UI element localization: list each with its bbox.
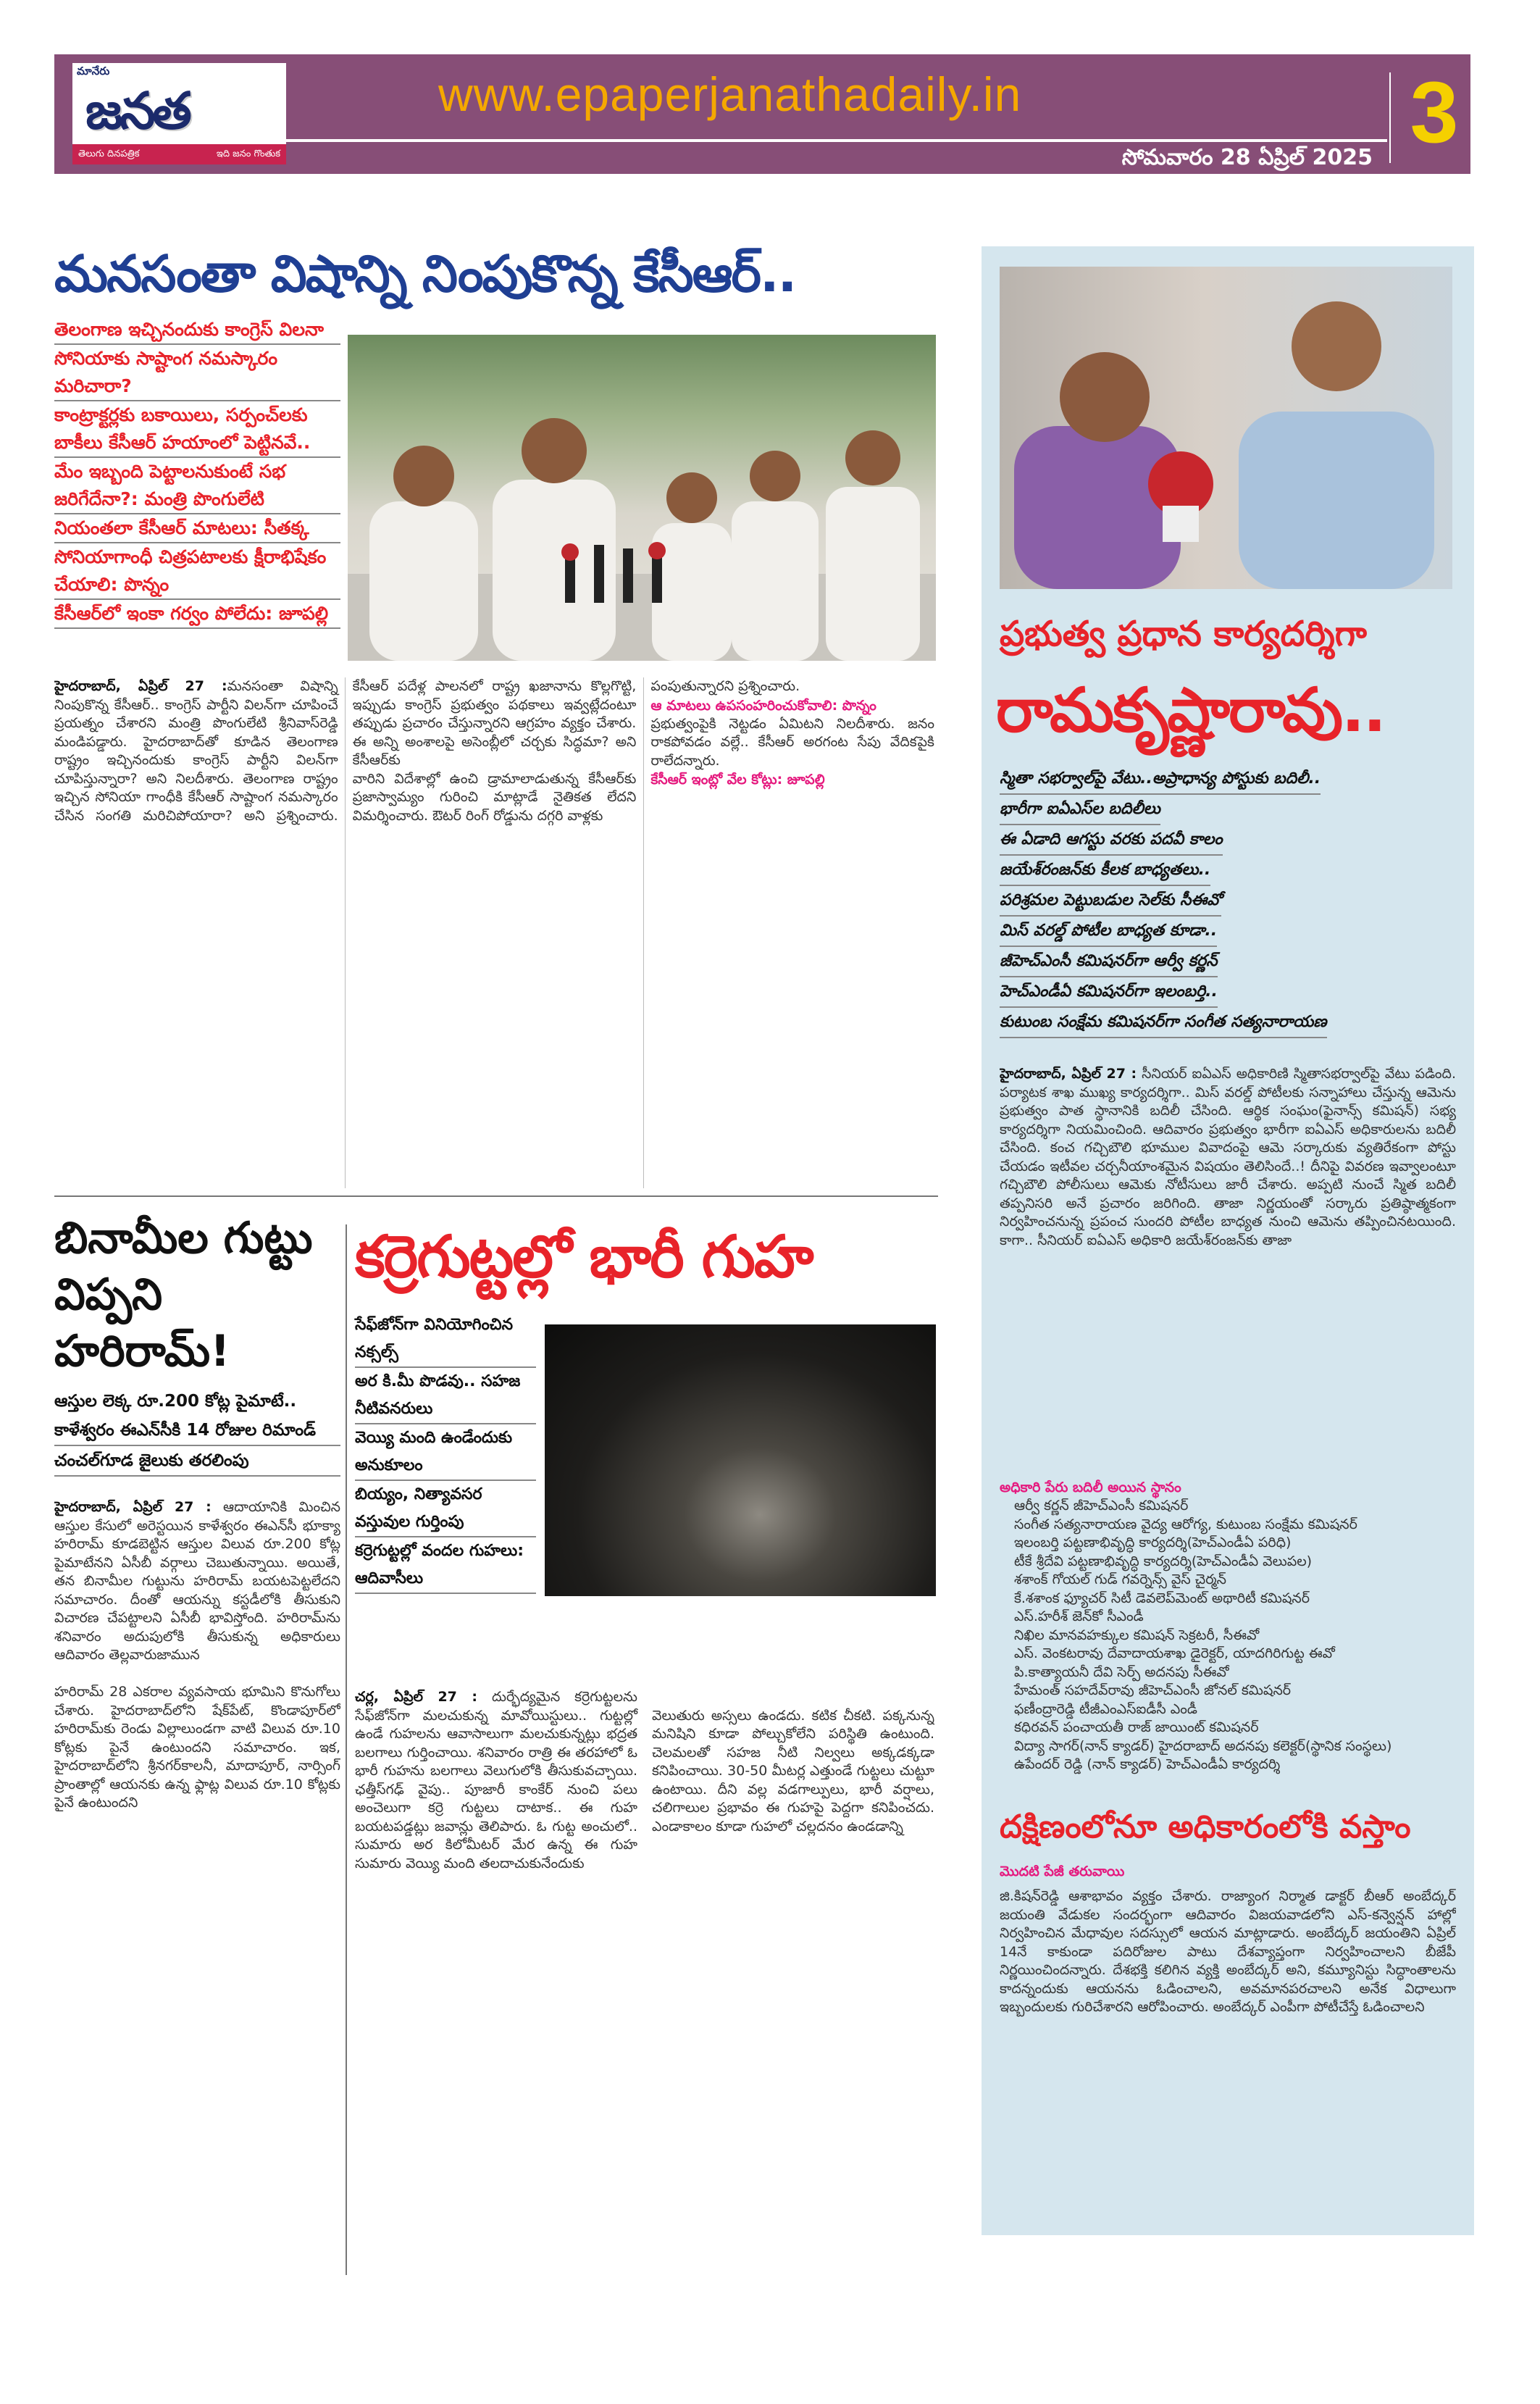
paragraph: జి.కిషన్‌రెడ్డి ఆశాభావం వ్యక్తం చేశారు. రాజ్యాంగ నిర్మాత డాక్టర్ బీఆర్ అంబేద్కర్ జయంతి వేడుకల సందర్భంగా ఆదివారం విజయవాడలోని ఎస్-కన్వెన్షన్ హాల్లో నిర్వహించిన మేధావుల సదస్సులో ఆయన మాట్లాడారు. అంబేద్కర్ జయంతిని ఏప్రిల్ 14నే కాకుండా పదిరోజుల పాటు దేశవ్యాప్తంగా నిర్వహించాలని బీజేపీ నిర్ణయించిందన్నారు. దేశభక్తి కలిగిన వ్యక్తి అంబేద్కర్ అని, కమ్యూనిస్టు సిద్ధాంతాలను కాదన్నందుకు ఆయనను ఓడించాలని, అవమానపరచాలని అనేక విధాలుగా ఇబ్బందులకు గురిచేశారని ఆరోపించారు. అంబేద్కర్ ఎంపీగా పోటీచేస్తే ఓడించాలని: [1000, 1888, 1456, 2015]
subhead: తెలంగాణ ఇచ్చినందుకు కాంగ్రెస్ విలనా: [54, 316, 340, 345]
subhead: మిస్ వరల్డ్ పోటీల బాధ్యత కూడా..: [1000, 917, 1217, 947]
transfer-row: ఫణీంద్రారెడ్డి టీజీఎంఎస్ఐడీసీ ఎండీ: [1014, 1700, 1197, 1717]
subhead: స్మితా సభర్వాల్‌పై వేటు..అప్రాధాన్య పోస్టుకు బదిలీ..: [1000, 764, 1321, 795]
dateline: హైదరాబాద్, ఏప్రిల్ 27 :: [1000, 1066, 1137, 1082]
dateline: చర్ల, ఏప్రిల్ 27 :: [355, 1689, 478, 1705]
paragraph: దుర్భేద్యమైన కర్రెగుట్టలను సేఫ్‌జోన్‌గా మలచుకున్న మావోయిస్టులు.. గుట్టల్లో ఉండే గుహలను ఆవాసాలుగా మలచుకున్నట్లు భద్రత బలగాలు గుర్తించాయి. శనివారం రాత్రి ఈ తరహాలో ఓ భారీ గుహను బలగాలు వెలుగులోకి తీసుకువచ్చాయి. ఛత్తీస్‌గఢ్ వైపు.. పూజారీ కాంకేర్ నుంచి పలు అంచెలుగా కర్రె గుట్టలు దాటాక.. ఈ గుహ బయటపడ్డట్లు జవాన్లు తెలిపారు. ఓ గుట్ట అంచులో.. సుమారు అర కిలోమీటర్ మేర ఉన్న ఈ గుహ సుమారు వెయ్యి మంది తలదాచుకునేందుకు: [355, 1689, 637, 1871]
main-subheads: [54, 316, 340, 629]
website-url[interactable]: www.epaperjanathadaily.in: [438, 67, 1022, 121]
column-divider: [346, 1224, 347, 2275]
transfer-row: సంగీత సత్యనారాయణ వైద్య ఆరోగ్య, కుటుంబ సంక్షేమ కమిషనర్: [1014, 1516, 1357, 1532]
paragraph: వెలుతురు అస్సలు ఉండదు. కటిక చీకటి. పక్కనున్న మనిషిని కూడా పోల్చుకోలేని పరిస్థితి ఉంటుంది. చెలమలతో సహజ నీటి నిల్వలు అక్కడక్కడా కనిపించాయి. 30-50 మీటర్ల ఎత్తుండే గుట్టలు చుట్టూ ఉంటాయి. దీని వల్ల వడగాల్పులు, భారీ వర్షాలు, చలిగాలుల ప్రభావం ఈ గుహపై పెద్దగా కనిపించదు. ఎండాకాలం కూడా గుహలో చల్లదనం ఉండడాన్ని: [652, 1707, 934, 1835]
main-headline: మనసంతా విషాన్ని నింపుకొన్న కేసీఆర్..: [54, 244, 796, 304]
inline-subhead: ఆ మాటలు ఉపసంహరించుకోవాలి: పొన్నం: [650, 697, 876, 714]
transfer-row: కధిరవన్ పంచాయతీ రాజ్ జాయింట్ కమిషనర్: [1014, 1719, 1259, 1735]
cave-subheads: [355, 1311, 536, 1594]
officials-photo: [1000, 267, 1452, 589]
subhead: భారీగా ఐఏఎస్‌ల బదిలీలు: [1000, 795, 1160, 825]
ias-headline-line2: రామకృష్ణారావు..: [996, 675, 1385, 746]
subhead: ఈ ఏడాది ఆగస్టు వరకు పదవీ కాలం: [1000, 825, 1223, 856]
ias-transfers-panel: [982, 246, 1474, 2235]
subhead: హెచ్‌ఎండీఏ కమిషనర్‌గా ఇలంబర్తి..: [1000, 977, 1218, 1008]
subhead: సోనియాకు సాష్టాంగ నమస్కారం మరిచారా?: [54, 345, 340, 401]
ias-headline-line1: ప్రభుత్వ ప్రధాన కార్యదర్శిగా: [1000, 614, 1367, 654]
transfer-row: ఎస్.హరీశ్ జెన్‌కో సీఎండీ: [1014, 1608, 1144, 1624]
issue-date: సోమవారం 28 ఏప్రిల్ 2025: [1121, 145, 1373, 170]
subhead: కర్రెగుట్టల్లో వందల గుహలు: ఆదివాసీలు: [355, 1537, 536, 1594]
dateline: హైదరాబాద్, ఏప్రిల్ 27 :: [54, 678, 227, 694]
paragraph: మనసంతా విషాన్ని నింపుకొన్న కేసీఆర్.. కాంగ్రెస్ పార్టీని విలన్‌గా చూపించే ప్రయత్నం చేశారని మంత్రి పొంగులేటి శ్రీనివాస్‌రెడ్డి మండిపడ్డారు. హైదరాబాద్‌తో కూడిన తెలంగాణ రాష్ట్రం ఇచ్చినందుకు కాంగ్రెస్ పార్టీని విలన్‌గా చూపిస్తున్నారా? అని నిలదీశారు. తెలంగాణ రాష్ట్రం ఇచ్చిన సోనియా గాంధీకి కేసీఆర్ సాష్టాంగ నమస్కారం చేసిన సంగతి మరిచిపోయారా? అని ప్రశ్నించారు. కేసీఆర్ పదేళ్ల పాలనలో రాష్ట్ర ఖజానాను కొల్లగొట్టి, ఇప్పుడు కాంగ్రెస్ ప్రభుత్వం పథకాలు ఇవ్వట్లేదంటూ తప్పుడు ప్రచారం చేస్తున్నారని ఆగ్రహం వ్యక్తం చేశారు. ఈ అన్ని అంశాలపై అసెంబ్లీలో చర్చకు సిద్ధమా? అని కేసీఆర్‌కు: [54, 678, 637, 824]
transfer-row: ఎస్. వెంకటరావు దేవాదాయశాఖ డైరెక్టర్, యాదగిరిగుట్ట ఈవో: [1014, 1645, 1335, 1661]
newspaper-logo[interactable]: [72, 63, 286, 164]
transfer-row: ఇలంబర్తి పట్టణాభివృద్ధి కార్యదర్శి(హెచ్‌ఎండీఏ పరిధి): [1014, 1535, 1292, 1551]
subhead: నియంతలా కేసీఆర్ మాటలు: సీతక్క: [54, 514, 340, 543]
transfer-row: ఆర్వీ కర్ణన్ జీహెచ్‌ఎంసీ కమిషనర్: [1014, 1498, 1189, 1514]
logo-tagline-right: ఇది జనం గొంతుక: [216, 149, 280, 159]
transfer-row: పి.కాత్యాయనీ దేవి సెర్ప్ అదనపు సీఈవో: [1014, 1664, 1229, 1680]
transfer-list: [1000, 1478, 1456, 1774]
paragraph: సీనియర్ ఐఏఎస్ అధికారిణి స్మితాసభర్వాల్‌పై వేటు పడింది. పర్యాటక శాఖ ముఖ్య కార్యదర్శిగా.. మిస్ వరల్డ్ పోటీలకు సన్నాహాలు చేస్తున్న ఆమెను ప్రభుత్వం పాత స్థానానికి బదిలీ చేసింది. ఆర్థిక సంఘం(ఫైనాన్స్ కమిషన్) సభ్య కార్యదర్శిగా నియమించింది. ఆదివారం ప్రభుత్వం భారీగా ఐఏఎస్ అధికారులను బదిలీ చేసింది. కంచ గచ్చిబౌలి భూముల వివాదంపై ఆమె సర్కారుకు వ్యతిరేకంగా పోస్టు చేయడం ఇటీవల చర్చనీయాంశమైన విషయం తెలిసిందే..! దీనిపై వివరణ ఇవ్వాలంటూ గచ్చిబౌలి పోలీసులు ఆమెకు నోటీసులు జారీ చేశారు. అప్పటి నుంచే స్మిత బదిలీ తప్పనిసరి అనే ప్రచారం జరిగింది. తాజా నిర్ణయంతో సర్కారు ప్రతిష్ఠాత్మకంగా నిర్వహించనున్న ప్రపంచ సుందరి పోటీల బాధ్యత నుంచి ఆమెను తప్పించినటయింది. కాగా.. సీనియర్ ఐఏఎస్ అధికారి జయేశ్‌రంజన్‌కు తాజా: [1000, 1066, 1456, 1248]
subhead: బియ్యం, నిత్యావసర వస్తువుల గుర్తింపు: [355, 1481, 536, 1537]
binami-article: [54, 1210, 340, 2404]
transfer-row: విద్యా సాగర్(నాన్ క్యాడర్) హైదరాబాద్ అదనపు కలెక్టర్(స్థానిక సంస్థలు): [1014, 1737, 1392, 1754]
ias-subheads: [1000, 764, 1456, 1038]
dateline: హైదరాబాద్, ఏప్రిల్ 27 :: [54, 1499, 212, 1515]
subhead: వెయ్యి మంది ఉండేందుకు అనుకూలం: [355, 1424, 536, 1481]
transfer-row: హేమంత్ సహదేవ్‌రావు జీహెచ్‌ఎంసీ జోనల్ కమిషనర్: [1014, 1682, 1292, 1698]
subhead: పరిశ్రమల పెట్టుబడుల సెల్‌కు సీఈవో: [1000, 886, 1221, 917]
transfer-row: శశాంక్ గోయల్ గుడ్ గవర్నెన్స్ వైస్ చైర్మన్: [1014, 1572, 1227, 1587]
ministers-press-photo: [348, 335, 936, 661]
logo-prefix: మానేరు: [77, 64, 110, 78]
subhead: కాళేశ్వరం ఈఎన్‌సీకి 14 రోజుల రిమాండ్: [54, 1416, 340, 1446]
subhead: ఆస్తుల లెక్క రూ.200 కోట్ల పైమాటే..: [54, 1392, 297, 1411]
binami-article-body: [54, 1498, 340, 2404]
paragraph: ఆదాయానికి మించిన ఆస్తుల కేసులో అరెస్టయిన కాళేశ్వరం ఈఎన్‌సీ భూక్యా హరిరామ్ కూడబెట్టిన ఆస్తుల విలువ రూ.200 కోట్ల పైమాటేనని ఏసీబీ వర్గాలు చెబుతున్నాయి. అయితే, తన బినామీల గుట్టును హరిరామ్ బయటపెట్టలేదని సమాచారం. దీంతో ఆయన్ను కస్టడీలోకి తీసుకుని విచారణ చేపట్టాలని ఏసీబీ భావిస్తోంది. హరిరామ్‌ను శనివారం అదుపులోకి తీసుకున్న అధికారులు ఆదివారం తెల్లవారుజామున: [54, 1499, 340, 1663]
south-article-body: [1000, 1887, 1456, 2228]
subhead: అర కి.మీ పొడవు.. సహజ నీటివనరులు: [355, 1368, 536, 1424]
subhead: కేసీఆర్‌లో ఇంకా గర్వం పోలేదు: జూపల్లి: [54, 600, 340, 629]
transfer-row: కే.శశాంక ఫ్యూచర్ సిటీ డెవలెప్‌మెంట్ అథారిటీ కమిషనర్: [1014, 1590, 1310, 1606]
subhead: జీహెచ్‌ఎంసీ కమిషనర్‌గా ఆర్వీ కర్ణన్: [1000, 947, 1218, 977]
logo-name: జనత: [85, 81, 189, 141]
section-divider: [54, 1195, 938, 1197]
subhead: కుటుంబ సంక్షేమ కమిషనర్‌గా సంగీత సత్యనారాయణ: [1000, 1008, 1327, 1038]
masthead-divider: [286, 139, 1387, 142]
cave-article-body: [355, 1688, 934, 2275]
paragraph: ప్రభుత్వంపైకి నెట్టడం ఏమిటని నిలదీశారు. జనం రాకపోవడం వల్లే.. కేసీఆర్ అరగంట సేపు వేదికపైకి రాలేదన్నారు.: [650, 715, 934, 769]
main-article-body: [54, 677, 934, 1188]
south-headline: దక్షిణంలోనూ అధికారంలోకి వస్తాం: [1000, 1808, 1411, 1845]
transfer-row: ఉపేందర్ రెడ్డి (నాన్ క్యాడర్) హెచ్‌ఎండీఏ కార్యదర్శి: [1014, 1756, 1281, 1772]
binami-headline: బినామీల గుట్టు విప్పని హరిరామ్!: [54, 1213, 313, 1377]
logo-tagline-left: తెలుగు దినపత్రిక: [78, 149, 140, 159]
ias-article-body: [1000, 1065, 1456, 1471]
masthead-vertical-divider: [1389, 72, 1391, 163]
subhead: సోనియాగాంధీ చిత్రపటాలకు క్షీరాభిషేకం చేయాలి: పొన్నం: [54, 543, 340, 600]
logo-tagline-strip: [72, 144, 286, 164]
subhead: జయేశ్‌రంజన్‌కు కీలక బాధ్యతలు..: [1000, 856, 1210, 886]
masthead: [54, 54, 1470, 174]
cave-photo: [545, 1324, 936, 1596]
continued-label: మొదటి పేజీ తరువాయి: [1000, 1863, 1125, 1879]
officials-illustration: [1000, 267, 1452, 589]
transfer-list-title: అధికారి పేరు బదిలీ అయిన స్థానం: [1000, 1479, 1181, 1495]
transfer-row: టీకే శ్రీదేవి పట్టణాభివృద్ధి కార్యదర్శి(హెచ్‌ఎండీఏ వెలుపల): [1014, 1553, 1313, 1569]
cave-headline: కర్రెగుట్టల్లో భారీ గుహ: [355, 1223, 813, 1290]
paragraph: హరిరామ్ 28 ఎకరాల వ్యవసాయ భూమిని కొనుగోలు చేశారు. హైదరాబాద్‌లోని షేక్‌పేట్, కొండాపూర్‌లో హరిరామ్‌కు రెండు విల్లాలుండగా వాటి విలువ రూ.10 కోట్లకు పైనే ఉంటుందని సమాచారం. ఇక, హైదరాబాద్‌లోని శ్రీనగర్‌కాలనీ, మాదాపూర్, నార్సింగ్ ప్రాంతాల్లో ఆయనకు ఉన్న ఫ్లాట్ల విలువ రూ.10 కోట్లకు పైనే ఉంటుందని: [54, 1684, 340, 1811]
page-number: 3: [1410, 64, 1459, 161]
transfer-row: నిఖిల మానవహక్కుల కమిషన్ సెక్రటరీ, సీఈవో: [1014, 1627, 1260, 1643]
subhead: కాంట్రాక్టర్లకు బకాయిలు, సర్పంచ్‌లకు బాకీలు కేసీఆర్ హయాంలో పెట్టినవే..: [54, 401, 340, 458]
subhead: మేం ఇబ్బంది పెట్టాలనుకుంటే సభ జరిగేదేనా?: మంత్రి పొంగులేటి: [54, 458, 340, 514]
paragraph: పంపుతున్నారని ప్రశ్నించారు.: [650, 678, 800, 694]
inline-subhead: కేసీఆర్ ఇంట్లో వేల కోట్లు: జూపల్లి: [650, 772, 825, 788]
paragraph: వారిని విదేశాల్లో ఉంచి డ్రామాలాడుతున్న కేసీఆర్‌కు ప్రజాస్వామ్యం గురించి మాట్లాడే నైతికత లేదని విమర్శించారు. ఔటర్ రింగ్ రోడ్డును దగ్గరి వాళ్లకు: [352, 770, 637, 824]
press-conference-illustration: [348, 335, 936, 661]
subhead: సేఫ్‌జోన్‌గా వినియోగించిన నక్సల్స్: [355, 1311, 536, 1368]
subhead: చంచల్‌గూడ జైలుకు తరలింపు: [54, 1446, 340, 1477]
